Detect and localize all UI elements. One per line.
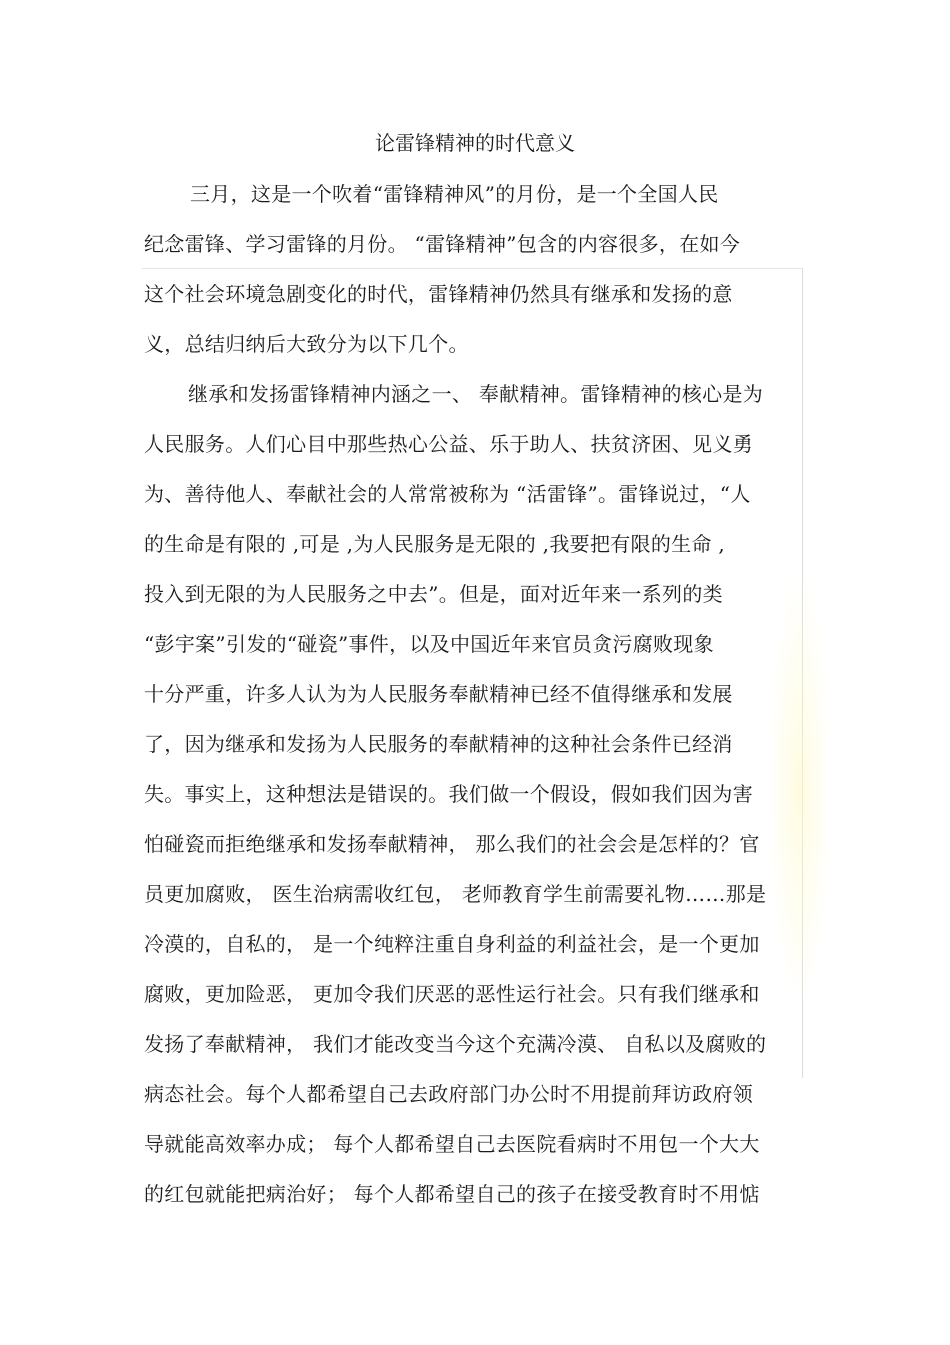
scan-highlight-mark	[770, 580, 830, 1000]
paragraph-line: 义，总结归纳后大致分为以下几个。	[144, 332, 469, 356]
paragraph-line: 了，因为继承和发扬为人民服务的奉献精神的这种社会条件已经消	[144, 732, 733, 756]
paragraph-line: “彭宇案”引发的“碰瓷”事件，以及中国近年来官员贪污腐败现象	[144, 632, 714, 656]
paragraph-line: 腐败，更加险恶， 更加令我们厌恶的恶性运行社会。只有我们继承和	[144, 982, 760, 1006]
paragraph-line: 失。事实上，这种想法是错误的。我们做一个假设，假如我们因为害	[144, 782, 753, 806]
paragraph-line: 冷漠的，自私的， 是一个纯粹注重自身利益的利益社会，是一个更加	[144, 932, 760, 956]
paragraph-line: 人民服务。人们心目中那些热心公益、乐于助人、扶贫济困、见义勇	[144, 432, 753, 456]
paragraph-line: 投入到无限的为人民服务之中去”。但是，面对近年来一系列的类	[144, 582, 723, 606]
paragraph-line: 为、善待他人、奉献社会的人常常被称为 “活雷锋”。雷锋说过，“人	[144, 482, 751, 506]
paragraph-line: 的红包就能把病治好； 每个人都希望自己的孩子在接受教育时不用惦	[144, 1182, 760, 1206]
paragraph-line: 这个社会环境急剧变化的时代，雷锋精神仍然具有继承和发扬的意	[144, 282, 733, 306]
paragraph-line: 继承和发扬雷锋精神内涵之一、 奉献精神。雷锋精神的核心是为	[188, 382, 764, 406]
paragraph-line: 十分严重，许多人认为为人民服务奉献精神已经不值得继承和发展	[144, 682, 733, 706]
paragraph-line: 员更加腐败， 医生治病需收红包， 老师教育学生前需要礼物……那是	[144, 882, 767, 906]
paragraph-line: 怕碰瓷而拒绝继承和发扬奉献精神， 那么我们的社会会是怎样的？官	[144, 832, 760, 856]
paragraph-line: 发扬了奉献精神， 我们才能改变当今这个充满冷漠、 自私以及腐败的	[144, 1032, 767, 1056]
paragraph-line: 纪念雷锋、学习雷锋的月份。 “雷锋精神”包含的内容很多，在如今	[144, 232, 741, 256]
paragraph-line: 三月，这是一个吹着“雷锋精神风”的月份，是一个全国人民	[190, 182, 719, 206]
paragraph-line: 病态社会。每个人都希望自己去政府部门办公时不用提前拜访政府领	[144, 1082, 753, 1106]
paragraph-line: 的生命是有限的 ,可是 ,为人民服务是无限的 ,我要把有限的生命 ,	[144, 532, 726, 556]
document-title: 论雷锋精神的时代意义	[375, 131, 575, 155]
paragraph-line: 导就能高效率办成； 每个人都希望自己去医院看病时不用包一个大大	[144, 1132, 760, 1156]
